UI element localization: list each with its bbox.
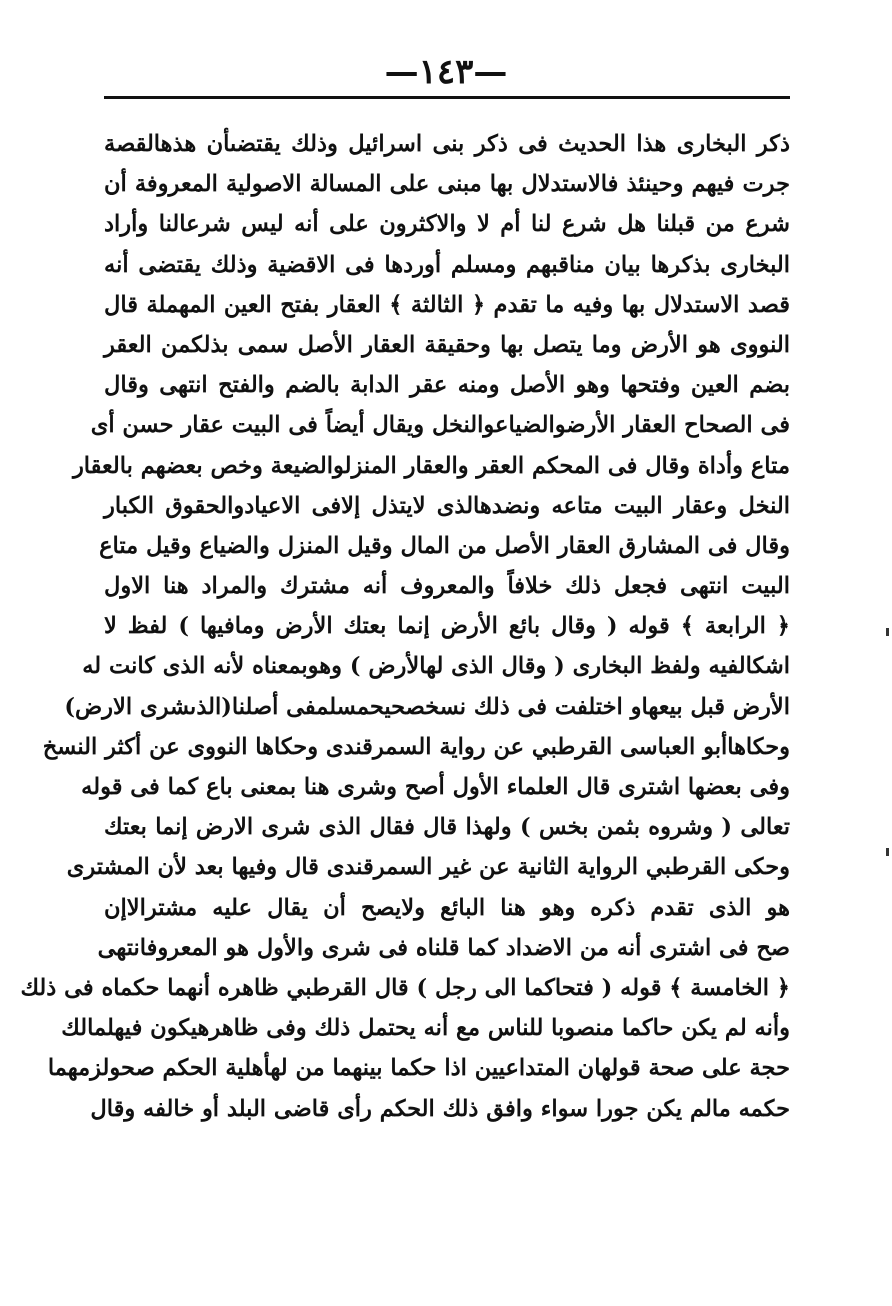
text-line: النووى هو الأرض وما يتصل بها وحقيقة العقار الأصل سمى بذلكمن العقر bbox=[104, 331, 790, 358]
text-line: شرع من قبلنا هل شرع لنا أم لا والاكثرون على أنه ليس شرعالنا وأراد bbox=[104, 211, 790, 238]
text-line: وأنه لم يكن حاكما منصوبا للناس مع أنه يحتمل ذلك وفى ظاهرهيكون فيهلمالك bbox=[61, 1015, 790, 1042]
text-line: اشكالفيه ولفظ البخارى ( وقال الذى لهالأرض ) وهوبمعناه لأنه الذى كانت له bbox=[82, 653, 790, 680]
scan-mark bbox=[886, 628, 889, 636]
scan-mark bbox=[886, 848, 889, 856]
text-line: وقال فى المشارق العقار الأصل من المال وقيل المنزل والضياع وقيل متاع bbox=[99, 532, 790, 559]
text-line: البخارى بذكرها بيان مناقبهم ومسلم أوردها فى الاقضية وذلك يقتضى أنه bbox=[104, 251, 790, 278]
text-line: النخل وعقار البيت متاعه ونضدهالذى لايتذل إلافى الاعيادوالحقوق الكبار bbox=[104, 492, 790, 519]
text-line: وفى بعضها اشترى قال العلماء الأول أصح وشرى هنا بمعنى باع كما فى قوله bbox=[81, 774, 790, 800]
text-line: متاع وأداة وقال فى المحكم العقر والعقار المنزلوالضيعة وخص بعضهم بالعقار bbox=[72, 452, 790, 479]
text-line: وحكى القرطبي الرواية الثانية عن غير السمرقندى قال وفيها بعد لأن المشترى bbox=[66, 854, 790, 881]
text-line: البيت انتهى فجعل ذلك خلافاً والمعروف أنه مشترك والمراد هنا الاول bbox=[104, 573, 790, 600]
text-line: حكمه مالم يكن جورا سواء وافق ذلك الحكم رأى قاضى البلد أو خالفه وقال bbox=[90, 1095, 790, 1122]
text-line: ﴿ الخامسة ﴾ قوله ( فتحاكما الى رجل ) قال القرطبي ظاهره أنهما حكماه فى ذلك bbox=[20, 974, 790, 1001]
text-line: ذكر البخارى هذا الحديث فى ذكر بنى اسرائيل وذلك يقتضىأن هذهالقصة bbox=[104, 131, 790, 157]
header-rule bbox=[104, 96, 790, 99]
text-body bbox=[20, 124, 790, 1129]
text-line: بضم العين وفتحها وهو الأصل ومنه عقر الدابة بالضم والفتح انتهى وقال bbox=[104, 372, 790, 399]
text-line: جرت فيهم وحينئذ فالاستدلال بها مبنى على المسالة الاصولية المعروفة أن bbox=[104, 171, 790, 198]
text-line: حجة على صحة قولهان المتداعيين اذا حكما بينهما من لهأهلية الحكم صحولزمهما bbox=[47, 1055, 790, 1082]
text-line: فى الصحاح العقار الأرضوالضياعوالنخل ويقال أيضاً فى البيت عقار حسن أى bbox=[90, 412, 790, 439]
text-line: الأرض قبل بيعهاو اختلفت فى ذلك نسخصحيحمسلمفى أصلنا(الذىشرى الارض) bbox=[64, 693, 790, 720]
text-line: وحكاهاأبو العباسى القرطبي عن رواية السمرقندى وحكاها النووى عن أكثر النسخ bbox=[42, 733, 790, 760]
text-line: ﴿ الرابعة ﴾ قوله ( وقال بائع الأرض إنما بعتك الأرض ومافيها ) لفظ لا bbox=[104, 613, 790, 640]
text-line: صح فى اشترى أنه من الاضداد كما قلناه فى شرى والأول هو المعروفانتهى bbox=[97, 934, 790, 961]
page-number: —١٤٣— bbox=[384, 52, 508, 92]
text-line: تعالى ( وشروه بثمن بخس ) ولهذا قال فقال الذى شرى الارض إنما بعتك bbox=[104, 814, 790, 841]
text-line: هو الذى تقدم ذكره وهو هنا البائع ولايصح أن يقال عليه مشترالاإن bbox=[104, 894, 790, 921]
text-line: قصد الاستدلال بها وفيه ما تقدم ﴿ الثالثة ﴾ العقار بفتح العين المهملة قال bbox=[104, 291, 790, 318]
